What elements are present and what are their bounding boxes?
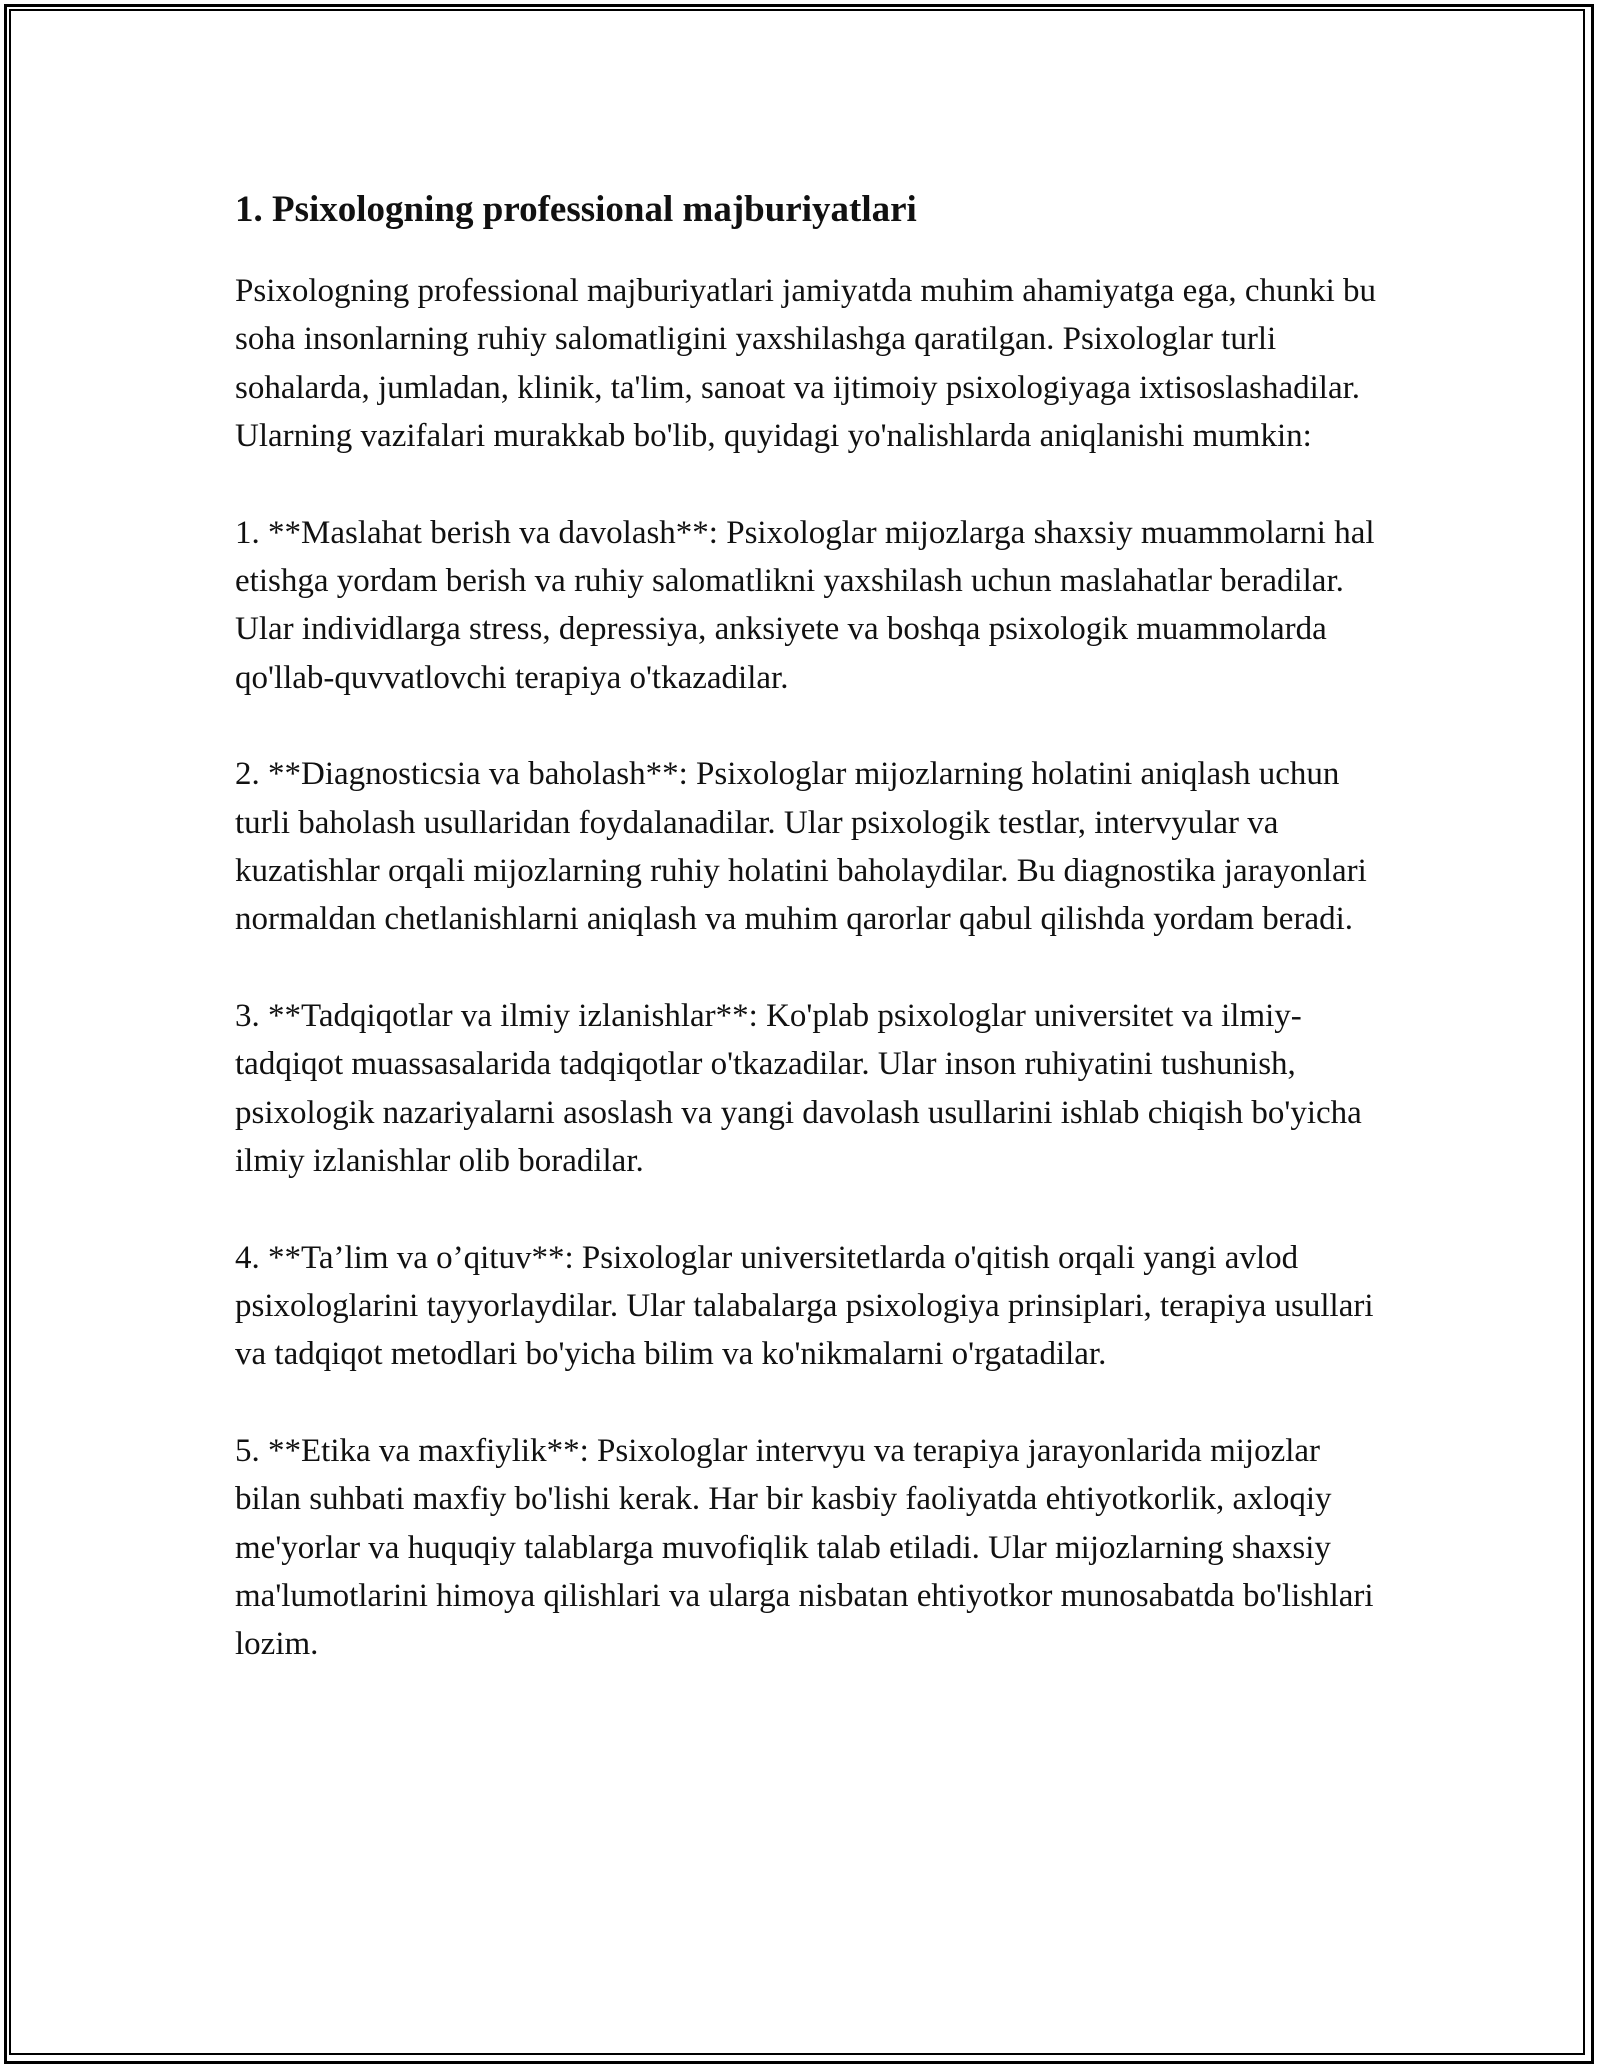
intro-paragraph: Psixologning professional majburiyatlari jamiyatda muhim ahamiyatga ega, chunki bu soha insonlarning ruhiy salomatligini yaxshilashga qaratilgan. Psixologlar turli sohalarda, jumladan, klinik, ta'lim, sanoat va ijtimoiy psixologiyaga ixtisoslashadilar. Ularning vazifalari murakkab bo'lib, quyidagi yo'nalishlarda aniqlanishi mumkin: — [235, 273, 1376, 455]
list-item: 1. **Maslahat berish va davolash**: Psixologlar mijozlarga shaxsiy muammolarni hal etishga yordam berish va ruhiy salomatlikni yaxshilash uchun maslahatlar beradilar. Ular individlarga stress, depressiya, anksiyete va boshqa psixologik muammolarda qo'llab-quvvatlovchi terapiya o'tkazadilar. — [235, 514, 1375, 696]
document-body — [235, 186, 1380, 1669]
list-item: 2. **Diagnosticsia va baholash**: Psixologlar mijozlarning holatini aniqlash uchun turli baholash usullaridan foydalanadilar. Ular psixologik testlar, intervyular va kuzatishlar orqali mijozlarning ruhiy holatini baholaydilar. Bu diagnostika jarayonlari normaldan chetlanishlarni aniqlash va muhim qarorlar qabul qilishda yordam beradi. — [235, 756, 1367, 938]
list-item: 3. **Tadqiqotlar va ilmiy izlanishlar**: Ko'plab psixologlar universitet va ilmiy-tadqiqot muassasalarida tadqiqotlar o'tkazadilar. Ular inson ruhiyatini tushunish, psixologik nazariyalarni asoslash va yangi davolash usullarini ishlab chiqish bo'yicha ilmiy izlanishlar olib boradilar. — [235, 997, 1362, 1180]
list-item: 4. **Ta’lim va o’qituv**: Psixologlar universitetlarda o'qitish orqali yangi avlod psixologlarini tayyorlaydilar. Ular talabalarga psixologiya prinsiplari, terapiya usullari va tadqiqot metodlari bo'yicha bilim va ko'nikmalarni o'rgatadilar. — [235, 1239, 1374, 1373]
page-title: 1. Psixologning professional majburiyatlari — [235, 189, 917, 230]
list-item: 5. **Etika va maxfiylik**: Psixologlar intervyu va terapiya jarayonlarida mijozlar bilan suhbati maxfiy bo'lishi kerak. Har bir kasbiy faoliyatda ehtiyotkorlik, axloqiy me'yorlar va huquqiy talablarga muvofiqlik talab etiladi. Ular mijozlarning shaxsiy ma'lumotlarini himoya qilishlari va ularga nisbatan ehtiyotkor munosabatda bo'lishlari lozim. — [235, 1432, 1374, 1663]
